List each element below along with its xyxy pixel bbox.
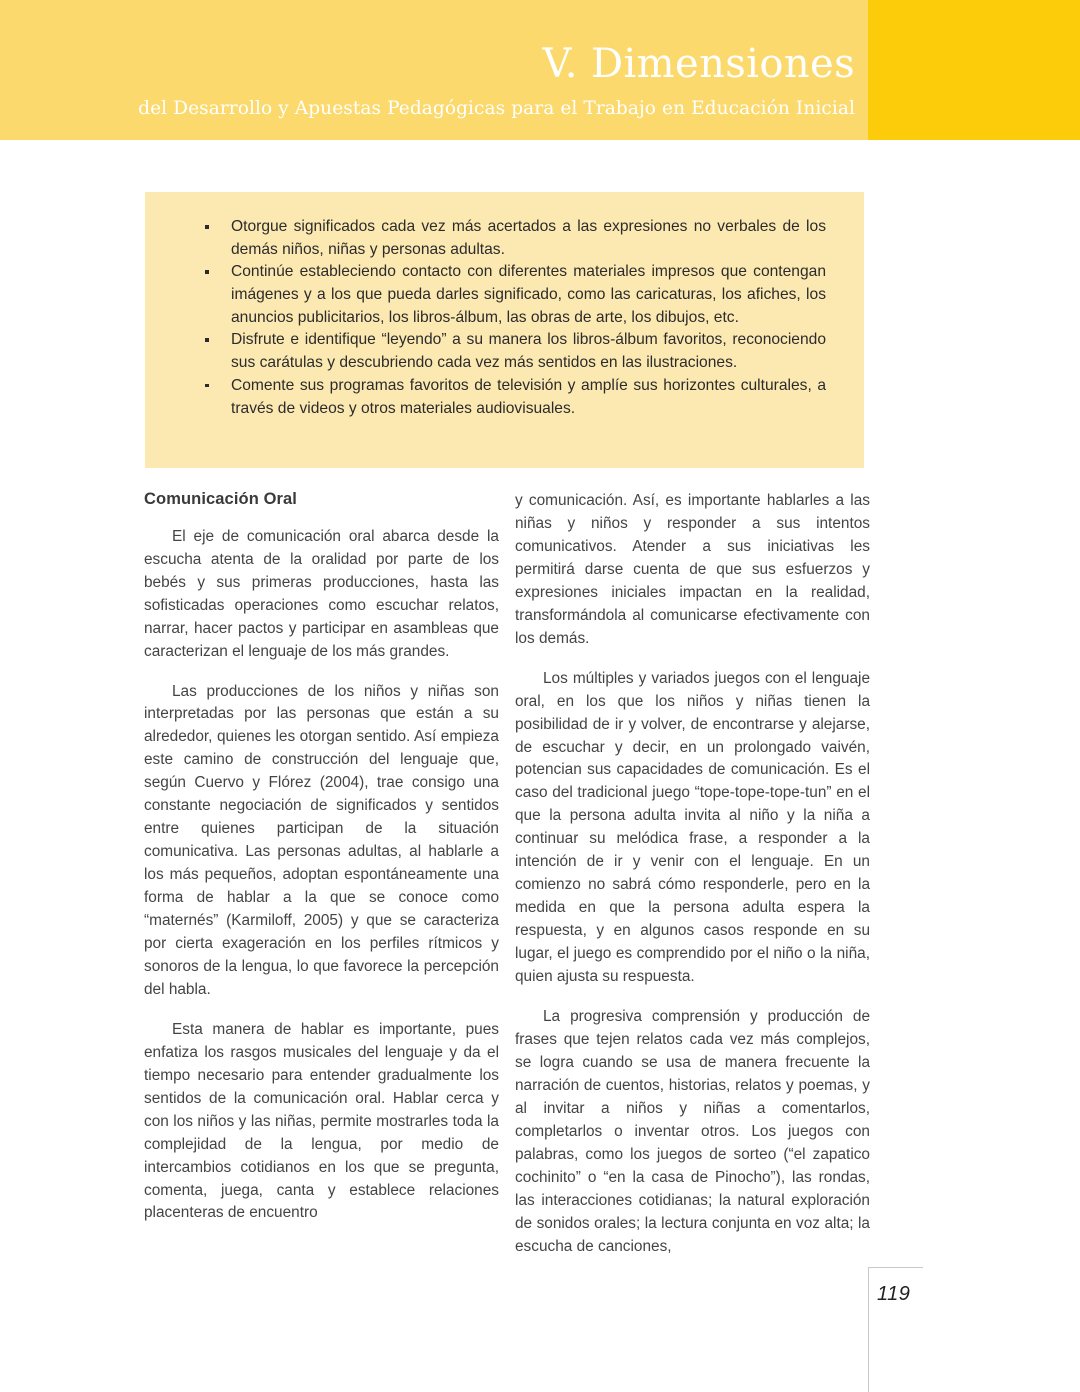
- page-number-rule-left: [868, 1267, 869, 1392]
- header-band-accent: [868, 0, 1080, 140]
- chapter-subtitle: del Desarrollo y Apuestas Pedagógicas para el Trabajo en Educación Inicial: [138, 98, 855, 119]
- chapter-title: V. Dimensiones: [542, 41, 855, 87]
- square-bullet-icon: [205, 338, 209, 342]
- body-paragraph: La progresiva comprensión y producción de frases que tejen relatos cada vez más complejos, se logra cuando se usa de manera frecuente la narración de cuentos, historias, relatos y poemas, y al invitar a niños y niñas a comentarlos, completarlos o inventar otros. Los juegos con palabras, como los juegos de sorteo (“el zapatico cochinito” o “en la casa de Pinocho”), las rondas, las interacciones cotidianas; la natural exploración de sonidos orales; la lectura conjunta en voz alta; la escucha de canciones,: [515, 1008, 870, 1255]
- body-paragraph: Esta manera de hablar es importante, pues enfatiza los rasgos musicales del lenguaje y da el tiempo necesario para entender gradualmente los sentidos de la comunicación oral. Hablar cerca y con los niños y las niñas, permite mostrarles toda la complejidad de la lengua, por medio de intercambios cotidianos en los que se pregunta, comenta, juega, canta y establece relaciones placenteras de encuentro: [144, 1020, 499, 1222]
- callout-item-text: Comente sus programas favoritos de televisión y amplíe sus horizontes culturales, a través de videos y otros materiales audiovisuales.: [231, 376, 826, 417]
- callout-box: [145, 192, 864, 468]
- callout-list-item: [185, 329, 826, 374]
- body-paragraph: y comunicación. Así, es importante hablarles a las niñas y niños y responder a sus intentos comunicativos. Atender a sus iniciativas les permitirá darse cuenta de que sus esfuerzos y expresiones iniciales impactan en la realidad, transformándola al comunicarse efectivamente con los demás.: [515, 492, 870, 647]
- header-text-wrap: [0, 0, 855, 140]
- body-paragraph: El eje de comunicación oral abarca desde la escucha atenta de la oralidad por parte de los bebés y sus primeras producciones, hasta las sofisticadas operaciones como escuchar relatos, narrar, hacer pactos y participar en asambleas que caracterizan el lenguaje de los más grandes.: [144, 527, 499, 660]
- square-bullet-icon: [205, 270, 209, 274]
- body-paragraph: Las producciones de los niños y niñas son interpretadas por las personas que están a su alrededor, quienes les otorgan sentido. Así empieza este camino de construcción del lenguaje que, según Cuervo y Flórez (2004), trae consigo una constante negociación de significados y sentidos entre quienes participan de la situación comunicativa. Las personas adultas, al hablarle a los más pequeños, adoptan espontáneamente una forma de hablar a la que se conoce como “maternés” (Karmiloff, 2005) y que se caracteriza por cierta exageración en los perfiles rítmicos y sonoros de la lengua, lo que favorece la percepción del habla.: [144, 682, 499, 998]
- content-columns: [144, 490, 882, 1260]
- callout-item-text: Otorgue significados cada vez más acertados a las expresiones no verbales de los demás niños, niñas y personas adultas.: [231, 218, 826, 258]
- text-column-left: [144, 490, 499, 1225]
- section-heading: Comunicación Oral: [144, 490, 297, 508]
- page-header: [0, 0, 1080, 140]
- callout-list-item: [185, 216, 826, 261]
- page-number-block: [868, 1267, 1080, 1392]
- callout-item-text: Continúe estableciendo contacto con diferentes materiales impresos que contengan imágenes y a los que pueda darles significado, como las caricaturas, los afiches, los anuncios publicitarios, los libros-álbum, las obras de arte, los dibujos, etc.: [231, 263, 826, 326]
- square-bullet-icon: [205, 225, 209, 229]
- callout-list-item: [185, 375, 826, 420]
- callout-item-text: Disfrute e identifique “leyendo” a su manera los libros-álbum favoritos, reconociendo sus carátulas y descubriendo cada vez más sentidos en las ilustraciones.: [231, 331, 826, 372]
- page-number: 119: [877, 1283, 911, 1305]
- text-column-right: [515, 490, 870, 1259]
- page-number-rule-top: [868, 1267, 923, 1268]
- body-paragraph: Los múltiples y variados juegos con el lenguaje oral, en los que los niños y niñas tienen la posibilidad de ir y volver, de encontrarse y alejarse, de escuchar y decir, en un prolongado vaivén, potencian sus capacidades de comunicación. Es el caso del tradicional juego “tope-tope-tope-tun” en el que la persona adulta invita al niño y la niña a continuar su melódica frase, a responder a la intención de ir y venir con el lenguaje. En un comienzo no sabrá cómo responderle, pero en la medida en que la persona adulta espera la respuesta, y en algunos casos responde en su lugar, el juego es comprendido por el niño o la niña, quien ajusta su respuesta.: [515, 669, 870, 986]
- square-bullet-icon: [205, 384, 209, 388]
- callout-list: [185, 216, 826, 420]
- callout-list-item: [185, 261, 826, 329]
